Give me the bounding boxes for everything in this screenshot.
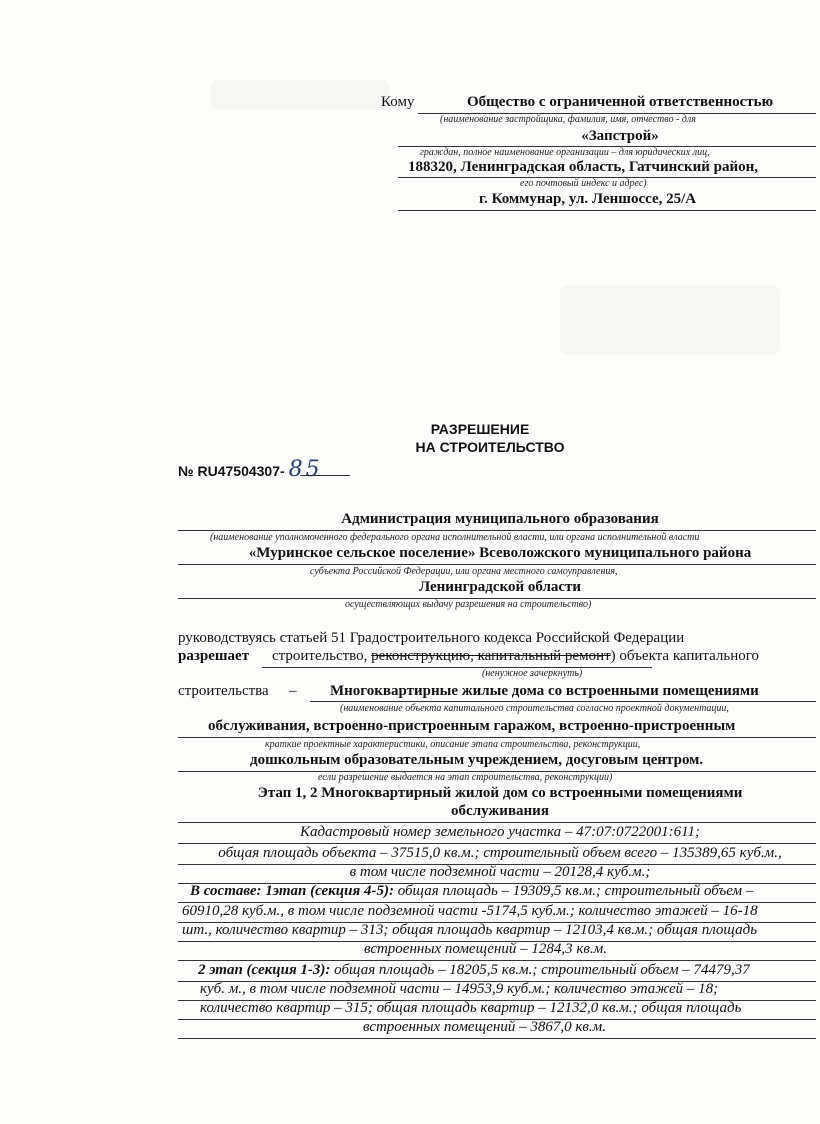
permit-number-prefix: № RU47504307- <box>178 463 285 479</box>
stage1-underline4 <box>178 960 816 961</box>
object-name3: дошкольным образовательным учреждением, досуговым центром. <box>250 752 704 768</box>
authority-underline1 <box>178 530 816 531</box>
object-caption1: (наименование объекта капитального строительства согласно проектной документации, <box>340 703 729 714</box>
stage-title-underline <box>178 822 816 823</box>
object-caption3: если разрешение выдается на этап строительства, реконструкции) <box>318 772 613 783</box>
stage2-l1: общая площадь – 18205,5 кв.м.; строительный объем – 74479,37 <box>330 962 750 978</box>
stage-title-line2: обслуживания <box>451 803 549 819</box>
recipient-caption3: его почтовый индекс и адрес) <box>520 178 647 189</box>
recipient-line3: 188320, Ленинградская область, Гатчинский район, <box>408 159 759 175</box>
authority-line2: «Муринское сельское поселение» Всеволожского муниципального района <box>248 545 752 561</box>
stage2-line4: встроенных помещений – 3867,0 кв.м. <box>363 1019 606 1035</box>
permit-number <box>178 457 323 482</box>
permit-number-underline <box>300 475 350 476</box>
stage-title-line1: Этап 1, 2 Многоквартирный жилой дом со встроенными помещениями <box>257 785 743 801</box>
recipient-caption1: (наименование застройщика, фамилия, имя, отчество - для <box>440 114 696 125</box>
authority-underline2 <box>178 564 816 565</box>
authority-line1: Администрация муниципального образования <box>341 511 659 527</box>
statute-caption: (ненужное зачеркнуть) <box>482 668 583 679</box>
stage2-line2: куб. м., в том числе подземной части – 14953,9 куб.м.; количество этажей – 18; <box>200 981 719 997</box>
page-subtitle: НА СТРОИТЕЛЬСТВО <box>415 439 565 455</box>
statute-allows: разрешает <box>178 648 250 664</box>
object-caption2: краткие проектные характеристики, описание этапа строительства, реконструкции, <box>265 739 641 750</box>
recipient-line4: г. Коммунар, ул. Леншоссе, 25/А <box>479 191 697 207</box>
authority-caption1: (наименование уполномоченного федерального органа исполнительной власти, или органа исполнительной власти <box>210 532 700 543</box>
stage2-underline4 <box>178 1038 816 1039</box>
object-name1: Многоквартирные жилые дома со встроенными помещениями <box>330 683 759 699</box>
recipient-line2: «Запстрой» <box>581 128 659 144</box>
authority-caption2: субъекта Российской Федерации, или органа местного самоуправления, <box>310 566 618 577</box>
stage1-line2: 60910,28 куб.м., в том числе подземной части -5174,5 куб.м.; количество этажей – 16-18 <box>182 903 758 919</box>
statute-guided: руководствуясь статьей 51 Градостроительного кодекса Российской Федерации <box>178 630 685 646</box>
recipient-line1: Общество с ограниченной ответственностью <box>466 94 774 110</box>
authority-caption3: осуществляющих выдачу разрешения на строительство) <box>345 599 592 610</box>
permit-number-handwritten: 85 <box>288 457 323 482</box>
stage1-line4: встроенных помещений – 1284,3 кв.м. <box>364 941 607 957</box>
stage1-line1 <box>190 883 753 900</box>
recipient-underline4 <box>398 210 816 211</box>
stage1-l1: общая площадь – 19309,5 кв.м.; строительный объем – <box>393 883 754 899</box>
area-total: общая площадь объекта – 37515,0 кв.м.; строительный объем всего – 135389,65 куб.м., <box>218 845 782 861</box>
authority-line3: Ленинградской области <box>418 579 582 595</box>
statute-underline <box>262 667 652 668</box>
stage2-head: 2 этап (секция 1-3): <box>198 962 331 978</box>
construction-label: строительства <box>178 683 269 699</box>
object-tail: ) объекта капитального <box>610 648 760 664</box>
works-struck: реконструкцию, капитальный ремонт <box>371 648 611 664</box>
statute-works: строительство, реконструкцию, капитальный ремонт) объекта капитального <box>272 648 760 664</box>
works-kept: строительство <box>272 648 364 664</box>
object-underline1 <box>310 701 816 702</box>
stage2-line1 <box>198 962 750 979</box>
cadastral-number: Кадастровый номер земельного участка – 47:07:0722001:611; <box>299 824 701 840</box>
scan-smudge-top <box>210 80 390 110</box>
cadastral-underline <box>178 843 816 844</box>
construction-dash: – <box>289 683 297 699</box>
underground-total: в том числе подземной части – 20128,4 куб.м.; <box>349 864 651 880</box>
recipient-label: Кому <box>381 94 415 110</box>
page-title: РАЗРЕШЕНИЕ <box>430 421 530 437</box>
stage1-head: В составе: 1этап (секция 4-5): <box>190 883 394 899</box>
scan-smudge-right <box>560 285 780 355</box>
stage2-line3: количество квартир – 315; общая площадь квартир – 12132,0 кв.м.; общая площадь <box>200 1000 742 1016</box>
object-name2: обслуживания, встроенно-пристроенным гаражом, встроенно-пристроенным <box>208 718 736 734</box>
recipient-caption2: граждан, полное наименование организации – для юридических лиц, <box>420 147 710 158</box>
object-underline2 <box>178 737 816 738</box>
stage1-line3: шт., количество квартир – 313; общая площадь квартир – 12103,4 кв.м.; общая площадь <box>182 922 758 938</box>
